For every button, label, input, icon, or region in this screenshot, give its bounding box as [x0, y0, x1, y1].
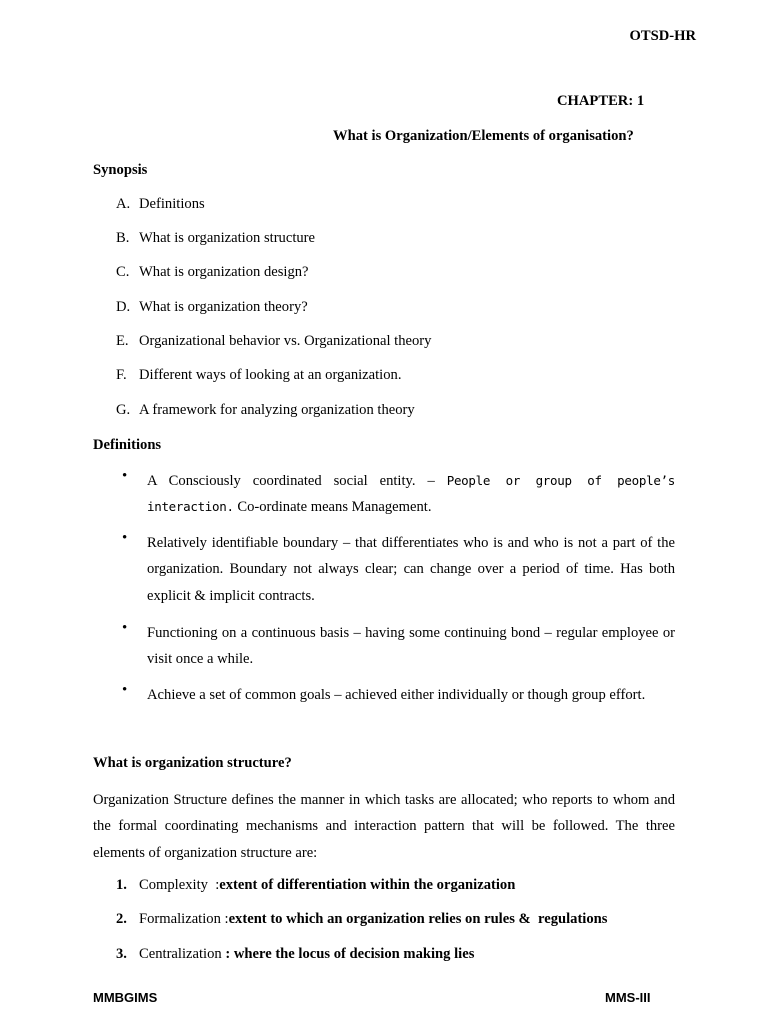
synopsis-text: What is organization theory?: [139, 299, 308, 315]
synopsis-text: Organizational behavior vs. Organizational theory: [139, 333, 432, 349]
element-number: 2.: [116, 911, 127, 927]
bullet-icon: •: [122, 468, 128, 484]
synopsis-heading: Synopsis: [93, 162, 148, 178]
synopsis-item: [116, 196, 205, 213]
structure-element: [116, 877, 515, 894]
document-code: OTSD-HR: [629, 28, 696, 44]
element-term: Centralization: [139, 946, 222, 962]
synopsis-text: A framework for analyzing organization theory: [139, 402, 415, 418]
synopsis-letter: A.: [116, 196, 131, 212]
synopsis-item: [116, 367, 401, 384]
element-description: extent of differentiation within the organization: [219, 877, 516, 893]
element-term: Formalization: [139, 911, 221, 927]
structure-heading: What is organization structure?: [93, 755, 292, 771]
element-term: Complexity: [139, 877, 208, 893]
element-number: 3.: [116, 946, 127, 962]
synopsis-text: What is organization design?: [139, 264, 309, 280]
bullet-icon: •: [122, 620, 128, 636]
element-number: 1.: [116, 877, 127, 893]
synopsis-item: [116, 230, 315, 247]
synopsis-letter: E.: [116, 333, 129, 349]
synopsis-letter: D.: [116, 299, 131, 315]
bullet-text-mono: People or group of people’s interaction.: [147, 473, 675, 515]
structure-element: [116, 911, 607, 928]
bullet-text: [147, 468, 675, 521]
chapter-label: CHAPTER: 1: [557, 93, 645, 109]
bullet-text: Functioning on a continuous basis – having some continuing bond – regular employee or visit once a while.: [147, 625, 675, 668]
synopsis-item: [116, 402, 415, 419]
structure-element: [116, 946, 474, 963]
synopsis-item: [116, 333, 431, 350]
synopsis-letter: B.: [116, 230, 130, 246]
element-separator: :: [221, 946, 234, 962]
element-description: extent to which an organization relies on rules & regulations: [228, 911, 608, 927]
footer-course: MMS-III: [605, 990, 651, 1005]
synopsis-text: Different ways of looking at an organization.: [139, 367, 402, 383]
synopsis-letter: F.: [116, 367, 127, 383]
synopsis-item: [116, 264, 309, 281]
element-separator: :: [220, 911, 229, 927]
synopsis-text: Definitions: [139, 196, 205, 212]
bullet-icon: •: [122, 682, 128, 698]
bullet-text: Relatively identifiable boundary – that differentiates who is and who is not a part of the organization. Boundary not always clear; can change over a period of time. Has both explicit & implicit contracts.: [147, 535, 675, 604]
footer-institution: MMBGIMS: [93, 990, 158, 1005]
bullet-text-part: A Consciously coordinated social entity. –: [147, 473, 447, 489]
page-title: What is Organization/Elements of organisation?: [333, 128, 634, 144]
synopsis-letter: G.: [116, 402, 131, 418]
synopsis-item: [116, 299, 308, 316]
bullet-text: Achieve a set of common goals – achieved either individually or though group effort.: [147, 687, 646, 703]
synopsis-letter: C.: [116, 264, 130, 280]
bullet-text-part: Co-ordinate means Management.: [233, 499, 432, 516]
synopsis-text: What is organization structure: [139, 230, 316, 246]
bullet-icon: •: [122, 530, 128, 546]
structure-paragraph: Organization Structure defines the manner in which tasks are allocated; who reports to whom and the formal coordinating mechanisms and interaction pattern that will be followed. The three elements of organization structure are:: [93, 792, 675, 861]
definitions-heading: Definitions: [93, 437, 162, 453]
element-description: where the locus of decision making lies: [233, 946, 475, 962]
element-separator: :: [207, 877, 220, 893]
